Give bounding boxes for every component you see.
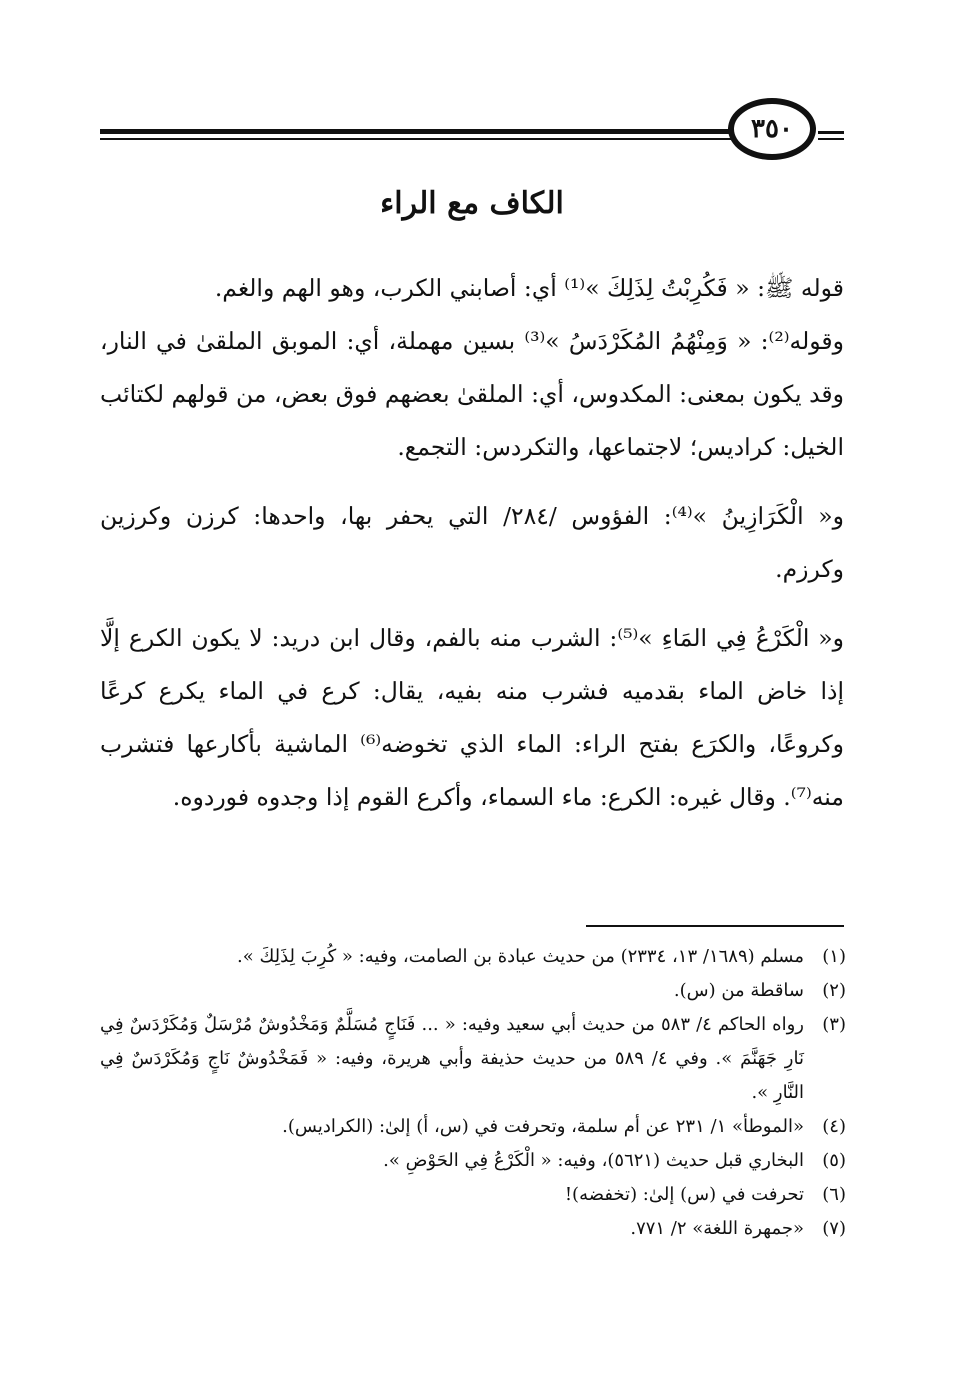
- page-number: ٣٥٠: [751, 114, 793, 144]
- footnote-number: (٧): [822, 1218, 846, 1239]
- footnote-item: [100, 940, 846, 974]
- paragraph: و« الْكَرْعُ فِي المَاءِ »⁽⁵⁾: الشرب منه بالفم، وقال ابن دريد: لا يكون الكرع إلَّا إذا خاض الماء بقدميه فشرب منه بفيه، يقال: كرع في الماء يكرع كرعًا وكروعًا، والكرَع بفتح الراء: الماء الذي تخوضه⁽⁶⁾ الماشية بأكارعها فتشرب منه⁽⁷⁾. وقال غيره: الكرع: ماء السماء، وأكرع القوم إذا وجدوه فوردوه.: [100, 624, 845, 811]
- footnote-separator: [586, 925, 844, 927]
- footnote-number: (٥): [822, 1150, 846, 1171]
- footnote-text: تحرفت في (س) إلىٰ: (تخفضه)!: [564, 1184, 804, 1205]
- footnote-text: «الموطأ» ١/ ٢٣١ عن أم سلمة، وتحرفت في (س، أ) إلىٰ: (الكراديس).: [282, 1116, 804, 1137]
- header-rule-thick: [100, 129, 740, 134]
- header-rule-thin: [100, 138, 740, 140]
- paragraph: قوله ﷺ: « فَكُرِبْتُ لِذَلِكَ »⁽¹⁾ أي: أصابني الكرب، وهو الهم والغم.: [214, 274, 844, 302]
- footnote-item: [100, 1110, 846, 1144]
- paragraph: وقوله⁽²⁾: « وَمِنْهُمُ المُكَرْدَسُ »⁽³⁾ بسين مهملة، أي: الموبق الملقىٰ في النار، وقد يكون بمعنى: المكدوس، أي: الملقىٰ بعضهم فوق بعض، من قولهم لكتائب الخيل: كراديس؛ لاجتماعها، والتكردس: التجمع.: [100, 327, 844, 461]
- footnote-number: (٢): [822, 980, 846, 1001]
- footnote-item: [100, 974, 846, 1008]
- footnote-item: [100, 1144, 846, 1178]
- page-number-badge: [728, 98, 816, 160]
- footnote-number: (١): [822, 946, 846, 967]
- header-rule-right: [818, 131, 844, 134]
- paragraph: و« الْكَرَازِينُ »⁽⁴⁾: الفؤوس /٢٨٤/ التي يحفر بها، واحدها: كرزن وكرزين وكرزم.: [100, 502, 844, 583]
- footnote-text: ساقطة من (س).: [673, 980, 804, 1001]
- page-header: [100, 88, 844, 168]
- footnote-text: رواه الحاكم ٤/ ٥٨٣ من حديث أبي سعيد وفيه: « ... فَنَاجٍ مُسَلَّمٌ وَمَخْدُوشٌ مُرْسَلٌ وَمُكَرْدَسٌ فِي نَارِ جَهَنَّمَ ». وفي ٤/ ٥٨٩ من حديث حذيفة وأبي هريرة، وفيه: « فَمَخْدُوشٌ نَاجٍ وَمُكَرْدَسٌ فِي النَّارِ ».: [100, 1014, 804, 1103]
- footnote-text: البخاري قبل حديث (٥٦٢١)، وفيه: « الْكَرْعُ فِي الحَوْضِ ».: [383, 1150, 804, 1171]
- main-text: [100, 262, 844, 824]
- footnote-text: مسلم (١٦٨٩/ ١٣، ٢٣٣٤) من حديث عبادة بن الصامت، وفيه: « كُرِبَ لِذَلِكَ ».: [237, 946, 804, 967]
- footnote-item: [100, 1178, 846, 1212]
- footnote-number: (٤): [822, 1116, 846, 1137]
- footnote-item: [100, 1212, 846, 1246]
- footnote-text: «جمهرة اللغة» ٢/ ٧٧١.: [630, 1218, 804, 1239]
- footnotes: [100, 940, 846, 1246]
- footnote-number: (٣): [822, 1014, 846, 1035]
- footnote-item: [100, 1008, 846, 1110]
- footnote-number: (٦): [822, 1184, 846, 1205]
- chapter-title: الكاف مع الراء: [380, 186, 564, 221]
- header-rule-right-thin: [818, 138, 844, 140]
